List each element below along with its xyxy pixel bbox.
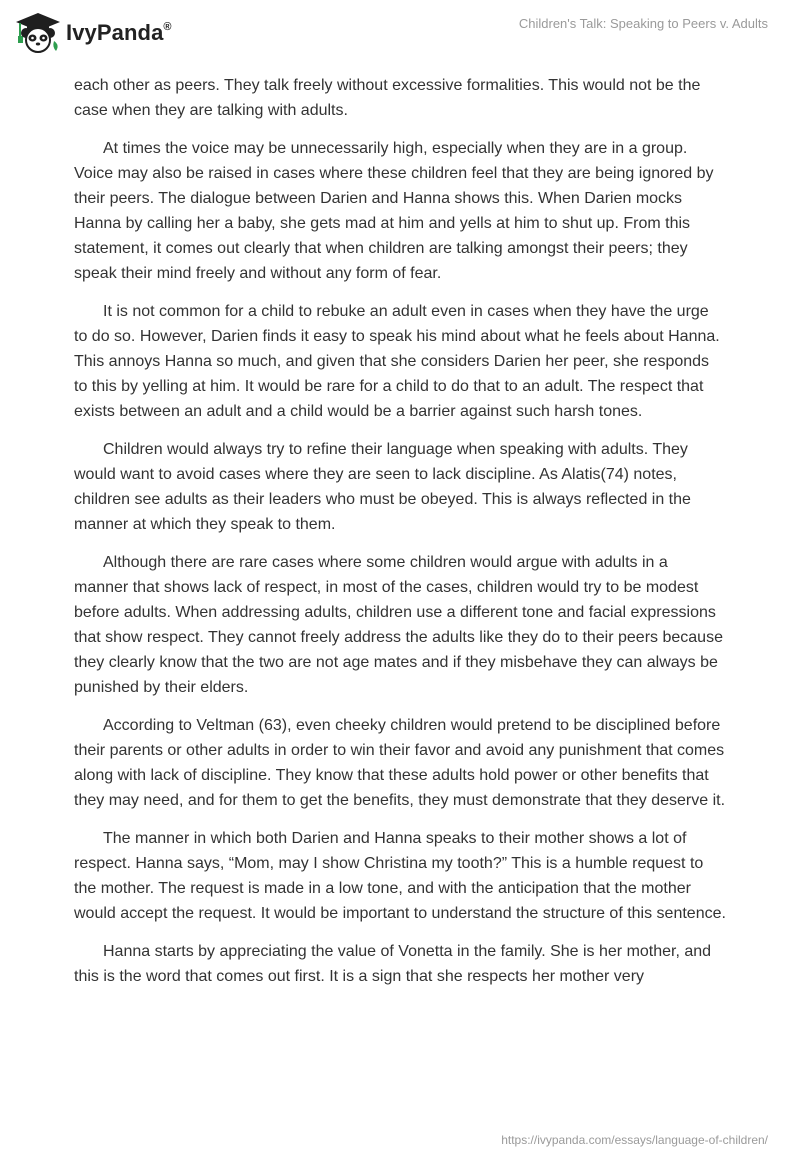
panda-graduate-icon	[14, 11, 62, 55]
source-url[interactable]: https://ivypanda.com/essays/language-of-children/	[501, 1133, 768, 1147]
paragraph: The manner in which both Darien and Hanna speaks to their mother shows a lot of respect. Hanna says, “Mom, may I show Christina my tooth?” This is a humble request to the mother. The request is made in a low tone, and with the anticipation that the mother would accept the request. It would be important to understand the structure of this sentence.	[74, 830, 726, 922]
essay-body	[74, 73, 726, 1002]
paragraph: It is not common for a child to rebuke an adult even in cases when they have the urge to do so. However, Darien finds it easy to speak his mind about what he feels about Hanna. This annoys Hanna so much, and given that she considers Darien her peer, she responds to this by yelling at him. It would be rare for a child to do that to an adult. The respect that exists between an adult and a child would be a barrier against such harsh tones.	[74, 303, 720, 420]
paragraph: Children would always try to refine their language when speaking with adults. They would want to avoid cases where they are seen to lack discipline. As Alatis(74) notes, children see adults as their leaders who must be obeyed. This is always reflected in the manner at which they speak to them.	[74, 441, 691, 533]
paragraph: At times the voice may be unnecessarily high, especially when they are in a group. Voice may also be raised in cases where these children feel that they are being ignored by their peers. The dialogue between Darien and Hanna shows this. When Darien mocks Hanna by calling her a baby, she gets mad at him and yells at him to shut up. From this statement, it comes out clearly that when children are talking amongst their peers; they speak their mind freely and without any form of fear.	[74, 140, 714, 282]
paragraph: According to Veltman (63), even cheeky children would pretend to be disciplined before their parents or other adults in order to win their favor and avoid any punishment that comes along with lack of discipline. They know that these adults hold power or other benefits that they may need, and for them to get the benefits, they must demonstrate that they deserve it.	[74, 717, 726, 809]
document-title: Children's Talk: Speaking to Peers v. Adults	[518, 16, 768, 31]
paragraph: Hanna starts by appreciating the value of Vonetta in the family. She is her mother, and this is the word that comes out first. It is a sign that she respects her mother very	[74, 943, 712, 985]
paragraph: each other as peers. They talk freely without excessive formalities. This would not be the case when they are talking with adults.	[74, 77, 701, 119]
paragraph: Although there are rare cases where some children would argue with adults in a manner that shows lack of respect, in most of the cases, children would try to be modest before adults. When addressing adults, children use a different tone and facial expressions that show respect. They cannot freely address the adults like they do to their peers because they clearly know that the two are not age mates and if they misbehave they can always be punished by their elders.	[74, 554, 723, 696]
registered-mark: ®	[163, 20, 172, 33]
brand-name: IvyPanda®	[66, 20, 172, 45]
ivypanda-logo[interactable]	[14, 11, 172, 55]
page-header	[0, 0, 800, 70]
